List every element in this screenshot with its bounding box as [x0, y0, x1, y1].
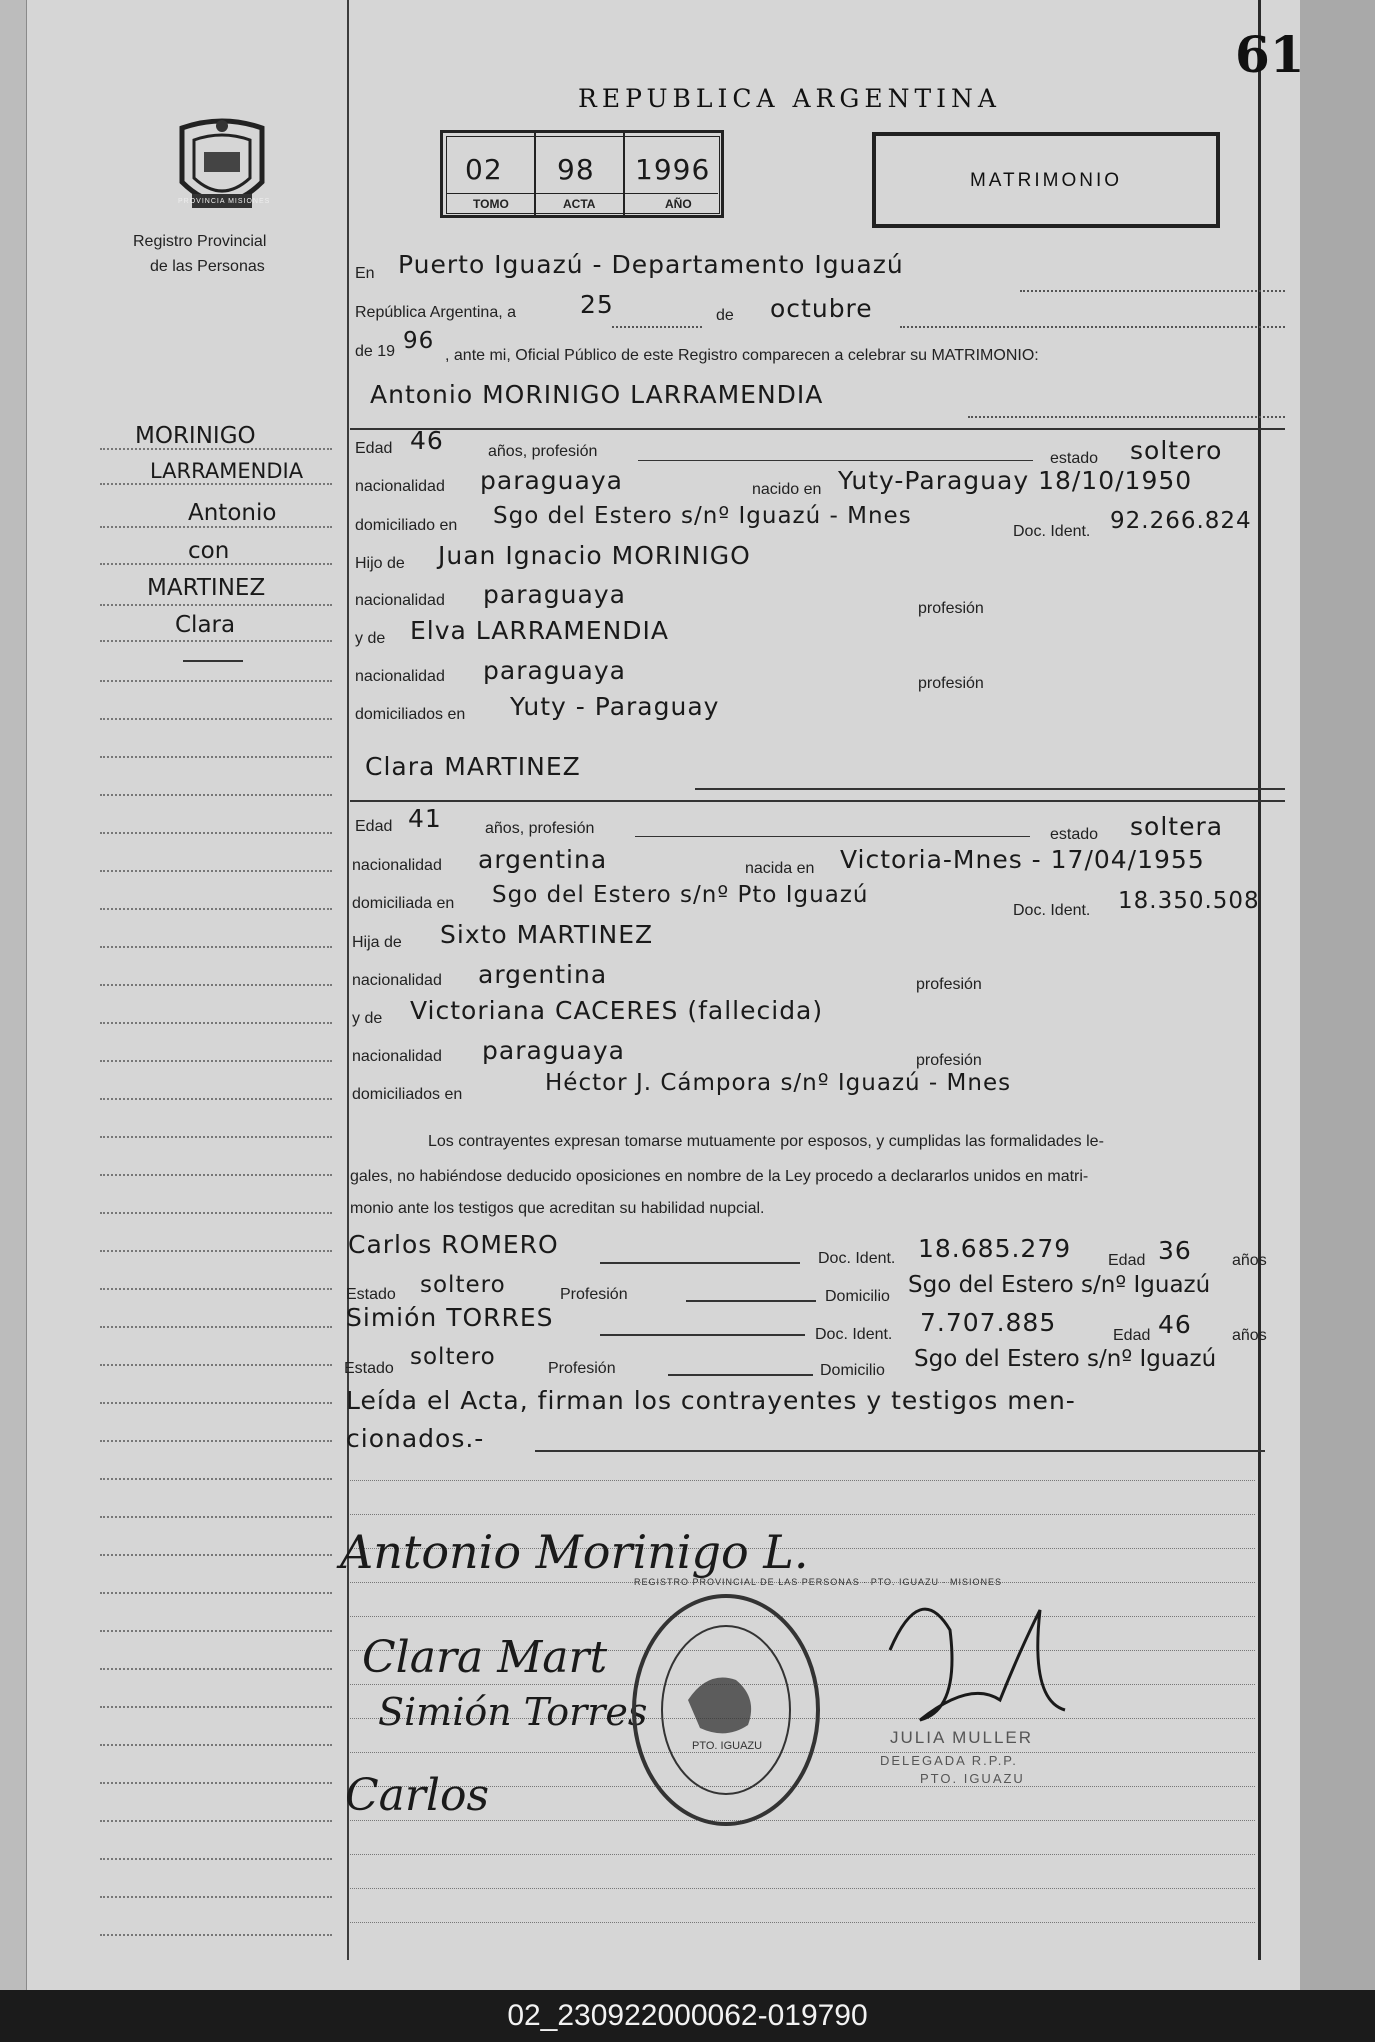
- groom-signature: Antonio Morinigo L.: [340, 1525, 809, 1579]
- document-id-footer: 02_230922000062-019790: [0, 1990, 1375, 2042]
- groom-estado-label: estado: [1050, 450, 1099, 467]
- witness2-doc-label: Doc. Ident.: [815, 1326, 893, 1343]
- witness2-estado-label: Estado: [344, 1360, 394, 1377]
- witness2-edad-label: Edad: [1113, 1327, 1151, 1344]
- page-binding-edge: [0, 0, 27, 1990]
- groom-mother: Elva LARRAMENDIA: [410, 616, 670, 645]
- bride-father-prof-label: profesión: [916, 976, 982, 993]
- groom-edad-label: Edad: [355, 440, 393, 457]
- groom-birth: Yuty-Paraguay 18/10/1950: [838, 466, 1193, 495]
- groom-nacido-label: nacido en: [752, 481, 822, 498]
- official-title-2: PTO. IGUAZU: [920, 1771, 1025, 1786]
- bride-doc-label: Doc. Ident.: [1013, 902, 1091, 919]
- record-number-box: [440, 130, 724, 218]
- groom-yde-label: y de: [355, 630, 386, 647]
- bride-mother-prof-label: profesión: [916, 1052, 982, 1069]
- margin-ruled-line: [100, 1516, 332, 1518]
- witness1-edad-label: Edad: [1108, 1252, 1146, 1269]
- closing-line-1: Leída el Acta, firman los contrayentes y testigos men-: [346, 1386, 1076, 1415]
- margin-note-6: Clara: [175, 612, 236, 638]
- matrimonio-box: [872, 132, 1220, 228]
- witness2-doc: 7.707.885: [920, 1308, 1057, 1337]
- month: octubre: [770, 294, 873, 323]
- bride-dom-label: domiciliada en: [352, 895, 455, 912]
- body-ruled-line: [350, 1480, 1255, 1481]
- body-ruled-line: [350, 1854, 1255, 1855]
- margin-ruled-line: [100, 1060, 332, 1062]
- official-title-1: DELEGADA R.P.P.: [880, 1753, 1018, 1768]
- witness2-domicilio: Sgo del Estero s/nº Iguazú: [914, 1346, 1217, 1372]
- witness2-anos-label: años: [1232, 1327, 1267, 1344]
- de-label: de: [716, 307, 734, 324]
- groom-doc: 92.266.824: [1110, 508, 1252, 534]
- bride-birth: Victoria-Mnes - 17/04/1955: [840, 845, 1205, 874]
- witness1-estado-label: Estado: [346, 1286, 396, 1303]
- bride-name: Clara MARTINEZ: [365, 752, 581, 781]
- groom-nationality: paraguaya: [480, 466, 623, 495]
- ano-value: 1996: [635, 153, 711, 186]
- bride-signature: Clara Mart: [362, 1632, 608, 1683]
- bride-address: Sgo del Estero s/nº Pto Iguazú: [492, 882, 869, 908]
- bride-mother-nat: paraguaya: [482, 1036, 625, 1065]
- margin-note-4: con: [188, 538, 230, 564]
- body-ruled-line: [350, 1922, 1255, 1923]
- margin-ruled-line: [100, 1364, 332, 1366]
- witness2-domicilio-label: Domicilio: [820, 1362, 885, 1379]
- official-name: JULIA MULLER: [890, 1728, 1034, 1747]
- groom-doc-label: Doc. Ident.: [1013, 523, 1091, 540]
- margin-ruled-line: [100, 1782, 332, 1784]
- acta-label: ACTA: [563, 197, 596, 211]
- margin-ruled-line: [100, 1174, 332, 1176]
- groom-father-nat: paraguaya: [483, 580, 626, 609]
- groom-domiciliados-label: domiciliados en: [355, 706, 466, 723]
- bride-parents-address: Héctor J. Cámpora s/nº Iguazú - Mnes: [545, 1070, 1012, 1096]
- margin-note-5: MARTINEZ: [147, 575, 266, 601]
- intro-rest: , ante mi, Oficial Público de este Registro comparecen a celebrar su MATRIMONIO:: [445, 347, 1039, 364]
- groom-mother-nat-label: nacionalidad: [355, 668, 445, 685]
- seal-ring-text: REGISTRO PROVINCIAL DE LAS PERSONAS · PTO. IGUAZU · MISIONES: [634, 1577, 1003, 1587]
- groom-hijo-label: Hijo de: [355, 555, 405, 572]
- bride-mother-nat-label: nacionalidad: [352, 1048, 442, 1065]
- witness1-profesion-label: Profesión: [560, 1286, 628, 1303]
- declaration-line-3: monio ante los testigos que acreditan su habilidad nupcial.: [350, 1200, 765, 1217]
- seal-center-text: PTO. IGUAZU: [692, 1740, 763, 1752]
- groom-mother-prof-label: profesión: [918, 675, 984, 692]
- witness1-signature: Carlos: [345, 1770, 490, 1821]
- margin-ruled-line: [100, 1212, 332, 1214]
- body-ruled-line: [350, 1514, 1255, 1515]
- groom-mother-nat: paraguaya: [483, 656, 626, 685]
- margin-ruled-line: [100, 1554, 332, 1556]
- bride-nacida-label: nacida en: [745, 860, 815, 877]
- groom-estado: soltero: [1130, 436, 1223, 465]
- margin-ruled-line: [100, 1326, 332, 1328]
- margin-ruled-line: [100, 718, 332, 720]
- declaration-line-2: gales, no habiéndose deducido oposiciones en nombre de la Ley procedo a declararlos unidos en matri-: [350, 1168, 1089, 1185]
- bride-edad-label: Edad: [355, 818, 393, 835]
- margin-ruled-line: [100, 756, 332, 758]
- place: Puerto Iguazú - Departamento Iguazú: [398, 250, 904, 279]
- doc-type: MATRIMONIO: [969, 170, 1123, 191]
- bride-age: 41: [408, 804, 442, 833]
- groom-parents-address: Yuty - Paraguay: [510, 692, 720, 721]
- bride-yde-label: y de: [352, 1010, 383, 1027]
- margin-ruled-line: [100, 1592, 332, 1594]
- tomo-value: 02: [465, 153, 503, 186]
- margin-ruled-line: [100, 794, 332, 796]
- margin-ruled-line: [100, 1896, 332, 1898]
- acta-value: 98: [557, 153, 595, 186]
- body-ruled-line: [350, 1888, 1255, 1889]
- year-suffix: 96: [403, 328, 435, 354]
- margin-note-3: Antonio: [188, 500, 277, 526]
- margin-ruled-line: [100, 984, 332, 986]
- bride-estado: soltera: [1130, 812, 1224, 841]
- bride-mother: Victoriana CACERES (fallecida): [410, 996, 824, 1025]
- margin-note-2: LARRAMENDIA: [150, 459, 304, 483]
- page-number: 61: [1235, 25, 1305, 84]
- margin-ruled-line: [100, 832, 332, 834]
- bride-hija-label: Hija de: [352, 934, 402, 951]
- bride-estado-label: estado: [1050, 826, 1099, 843]
- margin-ruled-line: [100, 1098, 332, 1100]
- emblem-label: PROVINCIA MISIONES: [178, 198, 271, 205]
- margin-ruled-line: [100, 1288, 332, 1290]
- bride-doc: 18.350.508: [1118, 888, 1260, 914]
- groom-address: Sgo del Estero s/nº Iguazú - Mnes: [493, 503, 912, 529]
- margin-ruled-line: [100, 1744, 332, 1746]
- margin-ruled-line: [100, 1858, 332, 1860]
- margin-note-1: MORINIGO: [135, 423, 256, 449]
- groom-name: Antonio MORINIGO LARRAMENDIA: [370, 380, 824, 409]
- margin-ruled-line: [100, 946, 332, 948]
- republica-label: República Argentina, a: [355, 304, 516, 321]
- province-emblem: [170, 112, 274, 224]
- page-right-edge: [1300, 0, 1375, 1990]
- groom-father-prof-label: profesión: [918, 600, 984, 617]
- margin-ruled-line: [100, 1820, 332, 1822]
- groom-age: 46: [410, 426, 444, 455]
- margin-ruled-line: [100, 1706, 332, 1708]
- margin-ruled-line: [100, 1402, 332, 1404]
- margin-ruled-line: [100, 1440, 332, 1442]
- margin-ruled-line: [100, 1630, 332, 1632]
- groom-nac-label: nacionalidad: [355, 478, 445, 495]
- margin-ruled-line: [100, 870, 332, 872]
- witness1-doc: 18.685.279: [918, 1234, 1072, 1263]
- en-label: En: [355, 265, 375, 282]
- witness1-domicilio-label: Domicilio: [825, 1288, 890, 1305]
- margin-ruled-line: [100, 1136, 332, 1138]
- witness2-name: Simión TORRES: [346, 1303, 554, 1332]
- registry-line-1: Registro Provincial: [133, 233, 267, 250]
- bride-father-nat: argentina: [478, 960, 608, 989]
- official-seal: [628, 1590, 824, 1830]
- witness1-age: 36: [1158, 1236, 1192, 1265]
- witness2-age: 46: [1158, 1310, 1192, 1339]
- margin-ruled-line: [100, 908, 332, 910]
- bride-nationality: argentina: [478, 845, 608, 874]
- margin-ruled-line: [100, 1022, 332, 1024]
- bride-father-nat-label: nacionalidad: [352, 972, 442, 989]
- margin-ruled-line: [100, 1478, 332, 1480]
- country-title: REPUBLICA ARGENTINA: [578, 84, 1001, 113]
- witness1-estado: soltero: [420, 1272, 506, 1298]
- official-signature-mark: [860, 1590, 1090, 1740]
- groom-anos-profesion: años, profesión: [488, 443, 598, 460]
- registry-line-2: de las Personas: [150, 258, 265, 275]
- witness1-domicilio: Sgo del Estero s/nº Iguazú: [908, 1272, 1211, 1298]
- witness2-profesion-label: Profesión: [548, 1360, 616, 1377]
- margin-ruled-line: [100, 1250, 332, 1252]
- margin-ruled-line: [100, 680, 332, 682]
- groom-dom-label: domiciliado en: [355, 517, 458, 534]
- ano-label: AÑO: [665, 197, 692, 211]
- groom-father: Juan Ignacio MORINIGO: [438, 541, 751, 570]
- bride-nac-label: nacionalidad: [352, 857, 442, 874]
- groom-father-nat-label: nacionalidad: [355, 592, 445, 609]
- margin-ruled-line: [100, 1934, 332, 1936]
- witness2-signature: Simión Torres: [378, 1690, 648, 1734]
- bride-anos-profesion: años, profesión: [485, 820, 595, 837]
- bride-father: Sixto MARTINEZ: [440, 920, 654, 949]
- witness1-anos-label: años: [1232, 1252, 1267, 1269]
- year-prefix: de 19: [355, 343, 396, 360]
- closing-line-2: cionados.-: [346, 1424, 485, 1453]
- bride-domiciliados-label: domiciliados en: [352, 1086, 463, 1103]
- witness1-doc-label: Doc. Ident.: [818, 1250, 896, 1267]
- margin-ruled-line: [100, 1668, 332, 1670]
- witness1-name: Carlos ROMERO: [348, 1230, 559, 1259]
- day: 25: [580, 290, 614, 319]
- declaration-line-1: Los contrayentes expresan tomarse mutuamente por esposos, y cumplidas las formalidades le-: [428, 1133, 1104, 1150]
- tomo-label: TOMO: [473, 197, 509, 211]
- right-rule: [1258, 0, 1261, 1960]
- margin-rule: [347, 0, 349, 1960]
- witness2-estado: soltero: [410, 1344, 496, 1370]
